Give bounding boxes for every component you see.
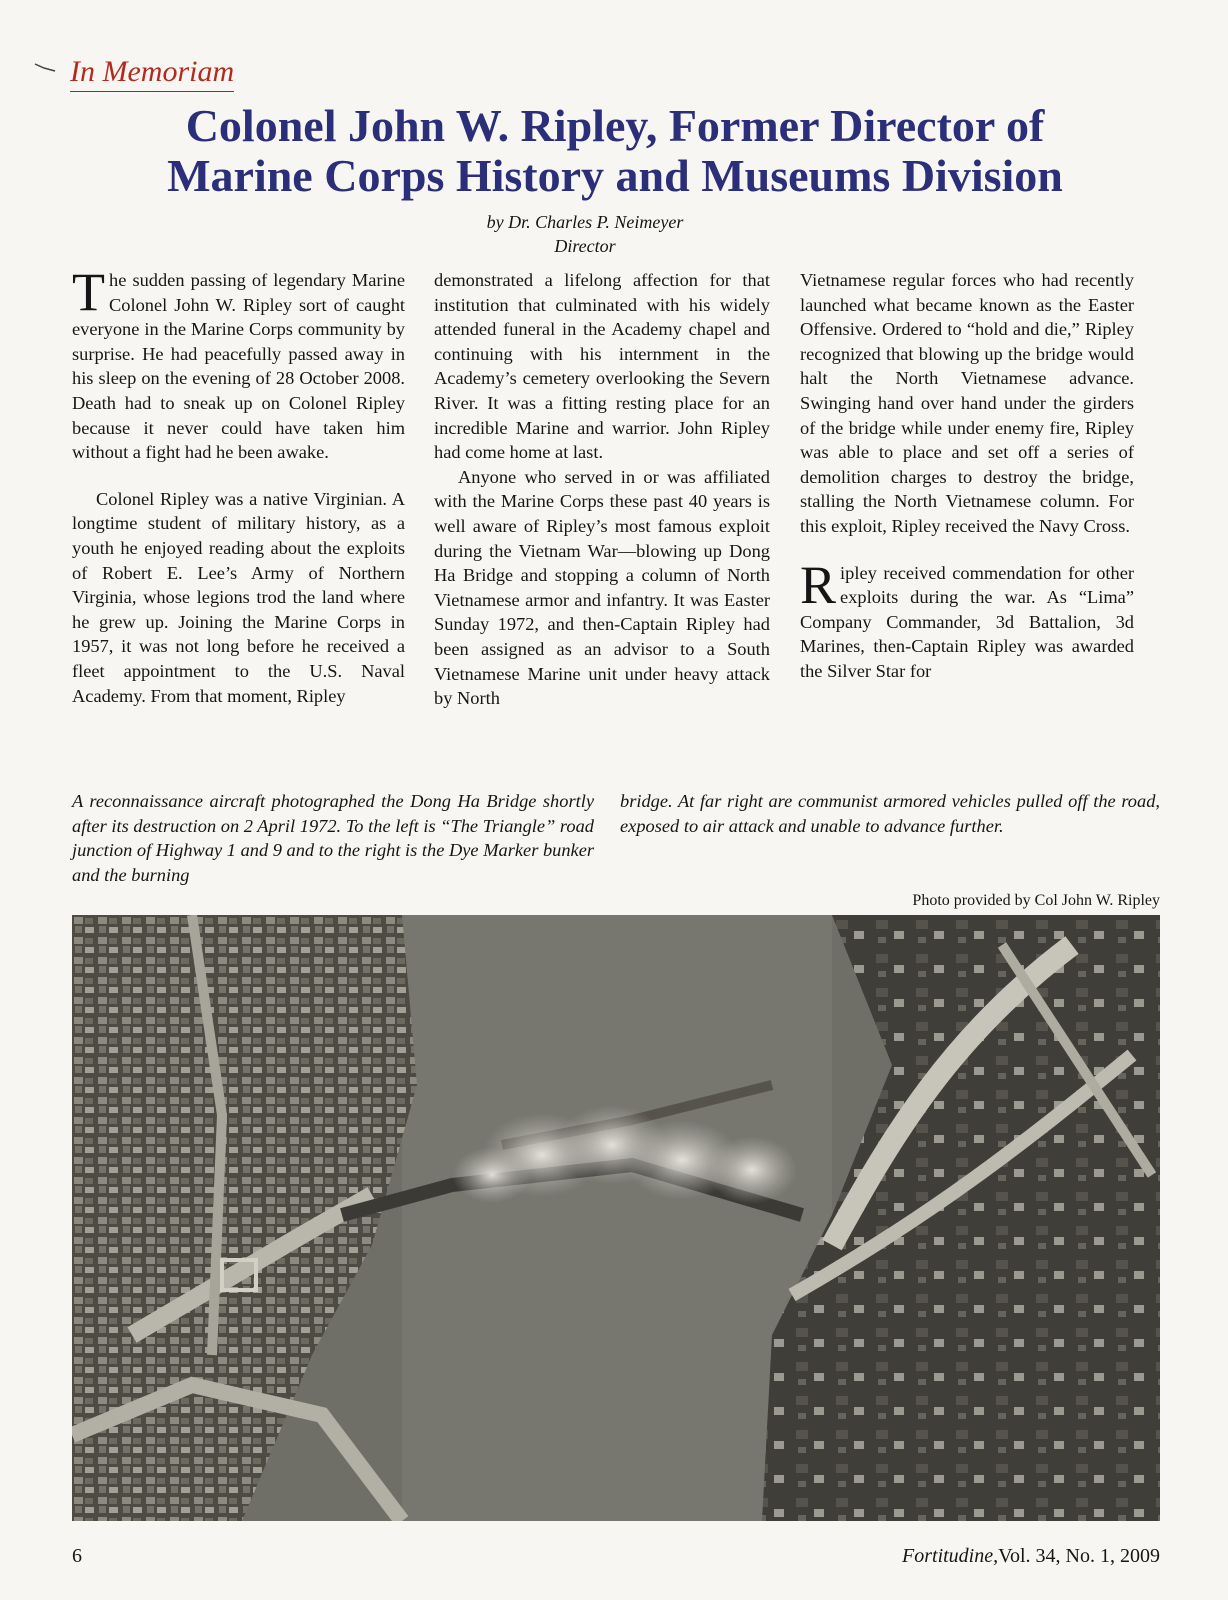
aerial-photo-graphic [72, 915, 1160, 1521]
byline-role: Director [554, 236, 616, 256]
column-3-paragraph-2: ipley received commendation for other exploits during the war. As “Lima” Company Commander, 3d Battalion, 3d Marines, then-Captain Ripley was awarded the Silver Star for [800, 562, 1134, 681]
aerial-photo [72, 915, 1160, 1521]
section-label: In Memoriam [70, 55, 234, 92]
article-title [70, 101, 1160, 201]
photo-caption-right: bridge. At far right are communist armored vehicles pulled off the road, exposed to air attack and unable to advance further. [620, 791, 1160, 836]
footer-citation [902, 1545, 1160, 1568]
byline [430, 210, 740, 258]
column-2-paragraph-1: demonstrated a lifelong affection for that institution that culminated with his widely attended funeral in the Academy chapel and continuing with his internment in the Academy’s cemetery overlooking the Severn River. It was a fitting resting place for an incredible Marine and warrior. John Ripley had come home at last. [434, 270, 770, 463]
article-column-3 [800, 268, 1134, 768]
drop-cap: R [800, 554, 837, 615]
title-line-1: Colonel John W. Ripley, Former Director of [185, 100, 1045, 151]
magazine-name: Fortitudine, [902, 1545, 999, 1567]
article-column-2 [434, 268, 770, 768]
column-3-paragraph-1: Vietnamese regular forces who had recently launched what became known as the Easter Offensive. Ordered to “hold and die,” Ripley recognized that blowing up the bridge would halt the North Vietnamese advance. Swinging hand over hand under the girders of the bridge while under enemy fire, Ripley was able to place and set off a series of demolition charges to destroy the bridge, stalling the North Vietnamese column. For this exploit, Ripley received the Navy Cross. [800, 270, 1134, 536]
page-number: 6 [72, 1545, 82, 1567]
photo-caption-left: A reconnaissance aircraft photographed the Dong Ha Bridge shortly after its destruction on 2 April 1972. To the left is “The Triangle” road junction of Highway 1 and 9 and to the right is the Dye Marker bunker and the burning [72, 791, 595, 885]
column-2-paragraph-2: Anyone who served in or was affiliated with the Marine Corps these past 40 years is well aware of Ripley’s most famous exploit during the Vietnam War—blowing up Dong Ha Bridge and stopping a column of North Vietnamese armor and infantry. It was Easter Sunday 1972, and then-Captain Ripley had been assigned as an advisor to a South Vietnamese Marine unit under heavy attack by North [434, 466, 770, 709]
column-1-paragraph-1: he sudden passing of legendary Marine Colonel John W. Ripley sort of caught everyone in the Marine Corps community by surprise. He had peacefully passed away in his sleep on the evening of 28 October 2008. Death had to sneak up on Colonel Ripley because it never could have taken him without a fight had he been awake. [72, 270, 405, 463]
column-1-paragraph-2: Colonel Ripley was a native Virginian. A longtime student of military history, as a youth he enjoyed reading about the exploits of Robert E. Lee’s Army of Northern Virginia, whose legions trod the land where he grew up. Joining the Marine Corps in 1957, it was not long before he received a fleet appointment to the U.S. Naval Academy. From that moment, Ripley [72, 488, 405, 706]
byline-author: by Dr. Charles P. Neimeyer [486, 212, 684, 232]
issue-info: Vol. 34, No. 1, 2009 [998, 1545, 1160, 1567]
photo-credit: Photo provided by Col John W. Ripley [912, 892, 1160, 909]
title-line-2: Marine Corps History and Museums Division [167, 150, 1063, 201]
article-column-1 [72, 268, 405, 768]
decorative-dash [34, 62, 56, 74]
drop-cap: T [72, 268, 105, 322]
